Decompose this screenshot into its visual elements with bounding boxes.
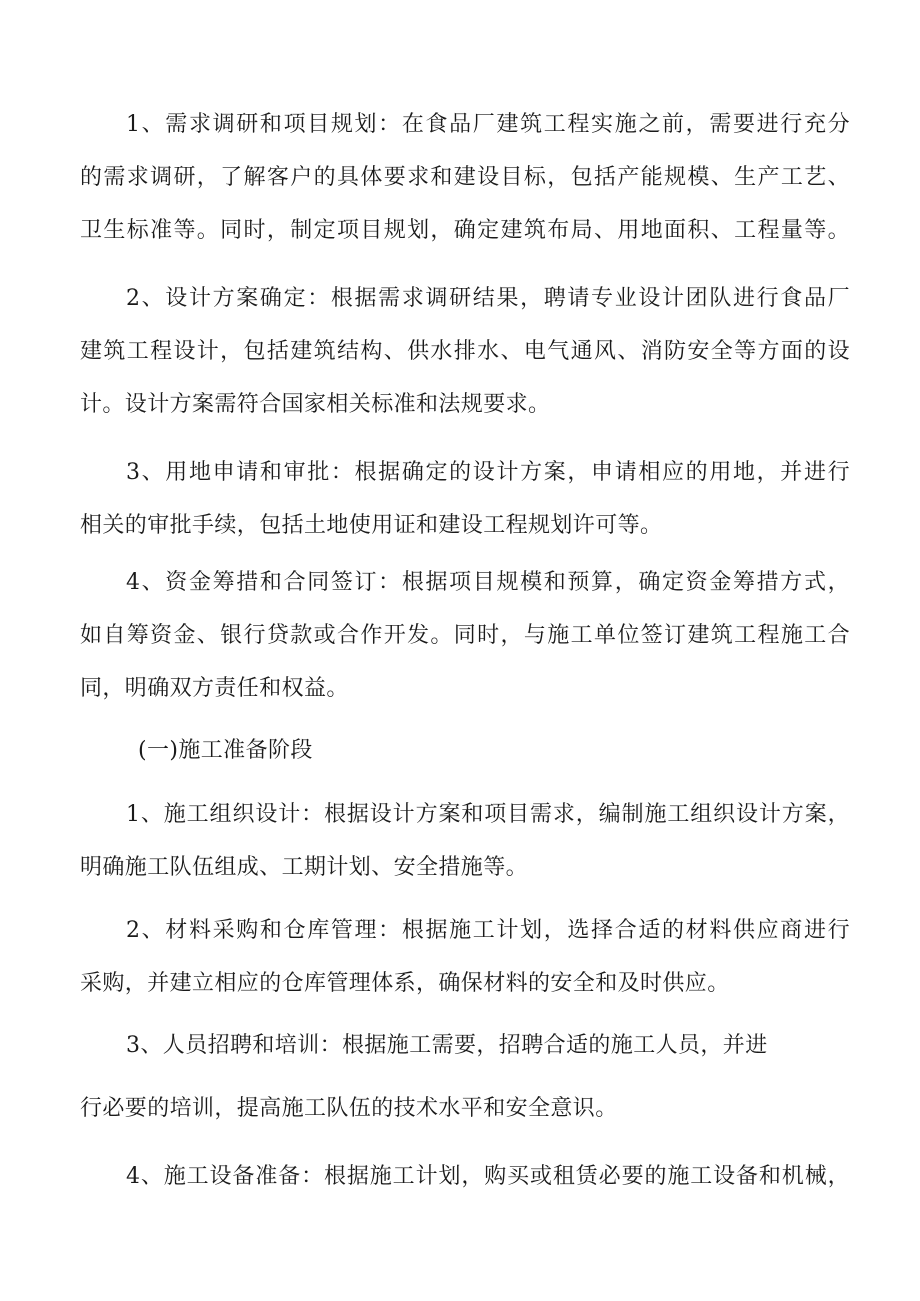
paragraph-6-line-1: 2、材料采购和仓库管理：根据施工计划，选择合适的材料供应商进行 [126, 918, 850, 943]
paragraph-3-line-1: 3、用地申请和审批：根据确定的设计方案，申请相应的用地，并进行 [126, 460, 850, 485]
paragraph-2-line-2: 建筑工程设计，包括建筑结构、供水排水、电气通风、消防安全等方面的设 [80, 339, 850, 364]
paragraph-4-line-3: 同，明确双方责任和权益。 [80, 676, 349, 701]
paragraph-2-line-1: 2、设计方案确定：根据需求调研结果，聘请专业设计团队进行食品厂 [126, 286, 850, 311]
paragraph-4-line-2: 如自筹资金、银行贷款或合作开发。同时，与施工单位签订建筑工程施工合 [80, 623, 850, 648]
paragraph-5-line-2: 明确施工队伍组成、工期计划、安全措施等。 [80, 855, 529, 880]
paragraph-3-line-2: 相关的审批手续，包括土地使用证和建设工程规划许可等。 [80, 513, 663, 538]
paragraph-5-line-1: 1、施工组织设计：根据设计方案和项目需求，编制施工组织设计方案， [126, 802, 850, 827]
paragraph-1-line-3: 卫生标准等。同时，制定项目规划，确定建筑布局、用地面积、工程量等。 [80, 218, 850, 243]
paragraph-7-line-1: 3、人员招聘和培训：根据施工需要，招聘合适的施工人员，并进 [126, 1033, 768, 1058]
paragraph-4-line-1: 4、资金筹措和合同签订：根据项目规模和预算，确定资金筹措方式， [126, 570, 850, 595]
paragraph-6-line-2: 采购，并建立相应的仓库管理体系，确保材料的安全和及时供应。 [80, 971, 730, 996]
paragraph-7-line-2: 行必要的培训，提高施工队伍的技术水平和安全意识。 [80, 1096, 618, 1121]
paragraph-2-line-3: 计。设计方案需符合国家相关标准和法规要求。 [80, 392, 551, 417]
section-heading: (一)施工准备阶段 [138, 738, 313, 763]
paragraph-1-line-1: 1、需求调研和项目规划：在食品厂建筑工程实施之前，需要进行充分 [126, 112, 850, 137]
paragraph-8-line-1: 4、施工设备准备：根据施工计划，购买或租赁必要的施工设备和机械， [126, 1164, 850, 1189]
paragraph-1-line-2: 的需求调研，了解客户的具体要求和建设目标，包括产能规模、生产工艺、 [80, 165, 850, 190]
